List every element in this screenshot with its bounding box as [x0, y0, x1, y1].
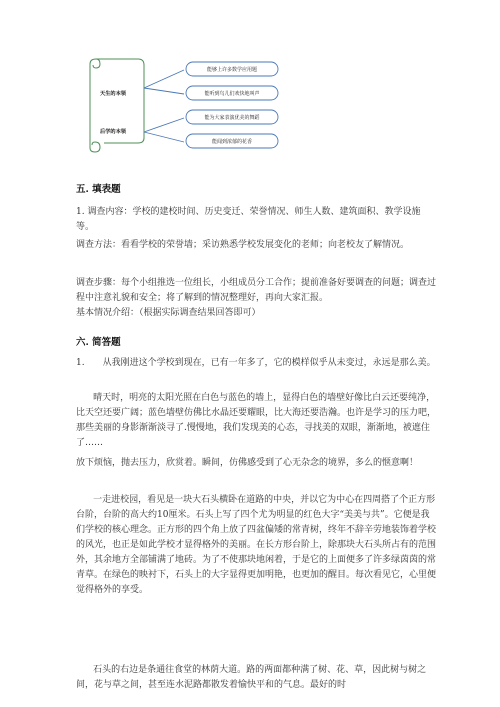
survey-result: 基本情况介绍：（根据实际调查结果回答即可） [76, 308, 261, 318]
right-item-3: 能为大家表演优美的舞蹈 [204, 115, 260, 121]
right-item-2: 能听到鸟儿们欢快地叫声 [204, 91, 260, 97]
section5-heading: 五. 填表题 [76, 184, 121, 195]
answer-para-1: 1. 从我刚进这个学校到现在，已有一年多了，它的模样似乎从未变过，永远是那么美。 [76, 358, 436, 368]
answer-para-5: 石头的右边是条通往食堂的林荫大道。路的两面都种满了树、花、草，因此树与树之间，花与草之间，甚至连水泥路都散发着愉快平和的气息。最好的时 [76, 665, 427, 690]
left-label-innate: 天生的本领 [100, 91, 126, 97]
connector-lines [144, 70, 184, 142]
right-item-4: 能闻到浓郁的花香 [211, 139, 253, 145]
answer-para-4: 一走进校园，看见是一块大石头横卧在道路的中央，并以它为中心在四周搭了个正方形台阶，台阶的高大约10厘米。石头上写了四个尤为明显的红色大字“美美与共”。它便是我们学校的核心理念。正方形的四个角上放了四盆偏矮的常青树，终年不辞辛劳地装饰着学校的风光，也正是如此学校才显得格外的美丽。在长方形台阶上，除那块大石头所占有的范围外，其余地方全部铺满了地砖。为了不使那块地闲着，于是它的上面便多了许多绿茵茵的常青草。在绿色的映衬下，石头上的大字显得更加明艳，也更加的醒目。每次看见它，心里便觉得格外的享受。 [76, 495, 437, 595]
survey-steps: 调查步骤：每个小组推选一位组长，小组成员分工合作；提前准备好要调查的问题；调查过程中注意礼貌和安全；将了解到的情况整理好，再向大家汇报。 [76, 278, 437, 303]
answer-para-3: 放下烦恼，抛去压力，欣赏着。瞬间，仿佛感受到了心无杂念的境界，多么的惬意啊！ [76, 458, 419, 468]
answer-para-2: 晴天时，明亮的太阳光照在白色与蓝色的墙上，显得白色的墙壁好像比白云还要纯净，比天空还要广阔；蓝色墙壁仿佛比水晶还要耀眼，比大海还要浩瀚。也许是学习的压力吧，那些美丽的身影渐渐淡寻了.慢慢地，我们发现美的心态，寻找美的双眼，渐渐地，被遮住了…… [76, 393, 437, 448]
survey-methods: 调查方法：看看学校的荣誉墙；采访熟悉学校发展变化的老师；向老校友了解情况。 [76, 240, 410, 250]
left-scroll-shape [90, 59, 144, 152]
right-boxes [186, 62, 278, 148]
right-item-1: 能够上许多数学应用题 [206, 67, 258, 73]
section6-heading: 六. 简答题 [76, 337, 121, 348]
survey-content: 1. 调查内容：学校的建校时间、历史变迁、荣誉情况、师生人数、建筑面积、教学设施等。 [76, 207, 421, 232]
left-label-learned: 后学的本领 [100, 129, 126, 135]
matching-diagram [88, 56, 288, 156]
